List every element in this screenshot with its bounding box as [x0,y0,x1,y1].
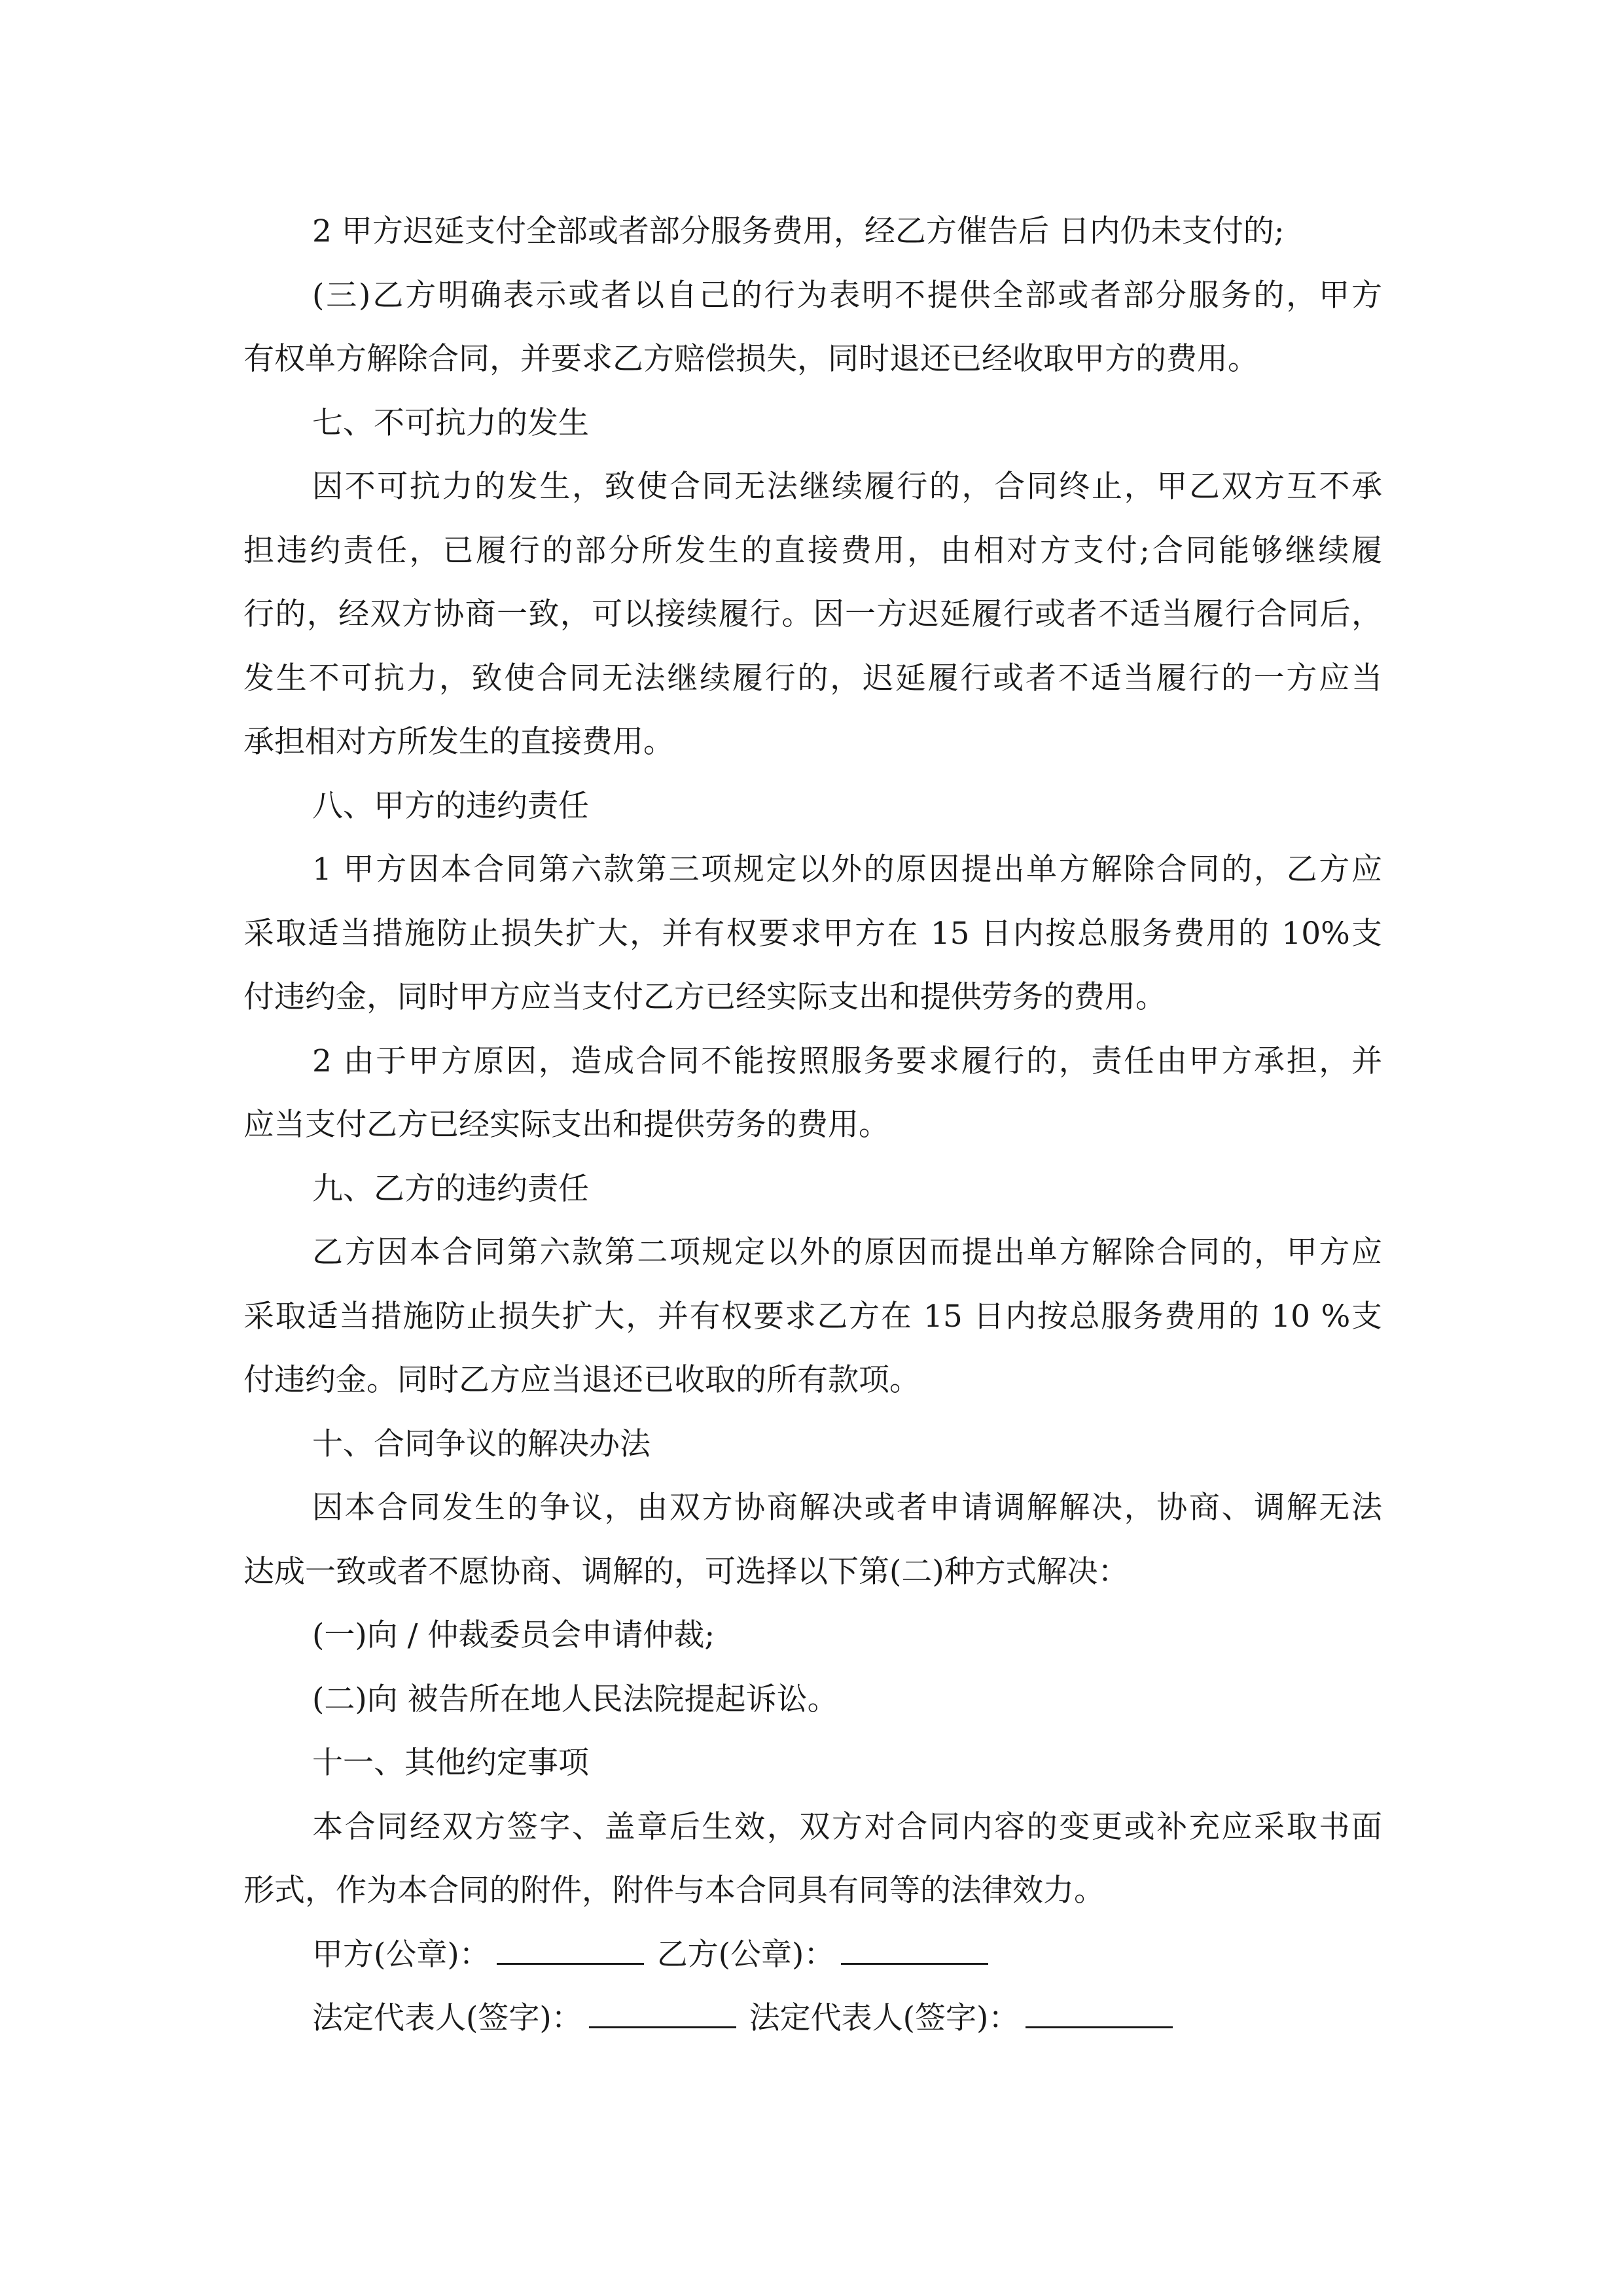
text-line: (一)向 / 仲裁委员会申请仲裁; [312,1617,715,1653]
party-b-rep-label: 法定代表人(签字)： [749,2000,1020,2036]
text-line: 达成一致或者不愿协商、调解的，可选择以下第(二)种方式解决： [243,1553,1129,1590]
party-a-rep-blank [589,2000,736,2028]
text-line: 十、合同争议的解决办法 [312,1426,651,1462]
text-line: 承担相对方所发生的直接费用。 [243,724,674,760]
contract-text [243,200,1382,2051]
text-line: 应当支付乙方已经实际支出和提供劳务的费用。 [243,1107,889,1143]
text-line: 因本合同发生的争议，由双方协商解决或者申请调解解决，协商、调解无法 [312,1490,1382,1526]
text-line: 因不可抗力的发生，致使合同无法继续履行的，合同终止，甲乙双方互不承 [312,469,1382,505]
text-line: (三)乙方明确表示或者以自己的行为表明不提供全部或者部分服务的，甲方 [312,277,1382,314]
text-line: 2 甲方迟延支付全部或者部分服务费用，经乙方催告后 日内仍未支付的; [312,213,1285,249]
party-b-rep-blank [1026,2000,1173,2028]
party-a-seal-label: 甲方(公章)： [312,1936,490,1973]
text-line: 担违约责任，已履行的部分所发生的直接费用，由相对方支付;合同能够继续履 [243,532,1382,569]
text-line: 采取适当措施防止损失扩大，并有权要求甲方在 15 日内按总服务费用的 10%支 [243,915,1382,952]
text-line: 八、甲方的违约责任 [312,787,589,824]
text-line: 有权单方解除合同，并要求乙方赔偿损失，同时退还已经收取甲方的费用。 [243,341,1258,377]
text-line: 1 甲方因本合同第六款第三项规定以外的原因提出单方解除合同的，乙方应 [312,852,1382,888]
party-b-seal-blank [841,1937,988,1965]
text-line: 采取适当措施防止损失扩大，并有权要求乙方在 15 日内按总服务费用的 10 %支 [243,1298,1382,1335]
text-line: 九、乙方的违约责任 [312,1170,589,1207]
text-line: 十一、其他约定事项 [312,1745,589,1781]
text-line: 付违约金，同时甲方应当支付乙方已经实际支出和提供劳务的费用。 [243,979,1166,1015]
text-line: 形式，作为本合同的附件，附件与本合同具有同等的法律效力。 [243,1873,1105,1909]
text-line: 发生不可抗力，致使合同无法继续履行的，迟延履行或者不适当履行的一方应当 [243,660,1382,696]
text-line: 2 由于甲方原因，造成合同不能按照服务要求履行的，责任由甲方承担，并 [312,1043,1382,1079]
text-line: 本合同经双方签字、盖章后生效，双方对合同内容的变更或补充应采取书面 [312,1808,1382,1845]
text-line: 行的，经双方协商一致，可以接续履行。因一方迟延履行或者不适当履行合同后， [243,596,1382,632]
text-line: 七、不可抗力的发生 [312,404,589,441]
representative-signature-row [243,1986,1382,2051]
party-a-seal-blank [497,1937,644,1965]
party-b-seal-label: 乙方(公章)： [656,1936,835,1973]
text-line: 乙方因本合同第六款第二项规定以外的原因而提出单方解除合同的，甲方应 [312,1234,1382,1270]
text-line: (二)向 被告所在地人民法院提起诉讼。 [312,1681,838,1717]
seal-signature-row [243,1923,1382,1987]
text-line: 付违约金。同时乙方应当退还已收取的所有款项。 [243,1362,920,1398]
party-a-rep-label: 法定代表人(签字)： [312,2000,582,2036]
